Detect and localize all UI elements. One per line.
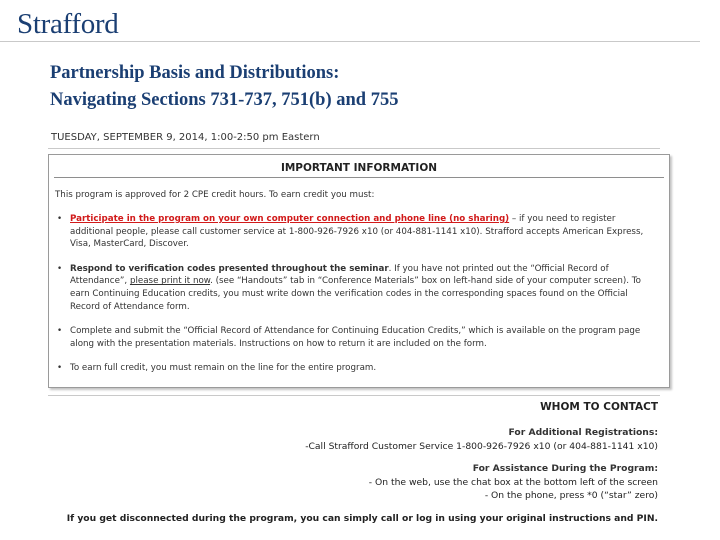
credit-intro-text: This program is approved for 2 CPE credit hours. To earn credit you must:: [55, 190, 375, 200]
page-title: [50, 60, 398, 114]
heading-underline: [54, 177, 664, 178]
event-datetime: TUESDAY, SEPTEMBER 9, 2014, 1:00-2:50 pm Eastern: [51, 132, 320, 143]
important-information-box: [48, 154, 670, 388]
submit-record-text: Complete and submit the “Official Record of Attendance for Continuing Education Credits,” which is available on the program page along with the presentation materials. Instructions on how to return it are included on the form.: [70, 325, 641, 349]
contact-heading: WHOM TO CONTACT: [540, 401, 658, 413]
list-item: [55, 213, 655, 251]
assistance-title: For Assistance During the Program:: [472, 463, 658, 474]
list-item: [55, 325, 655, 350]
assistance-web: - On the web, use the chat box at the bottom left of the screen: [368, 477, 658, 488]
verification-codes-text: Respond to verification codes presented throughout the seminar: [70, 263, 389, 274]
bullet-icon: •: [57, 263, 63, 274]
header-divider: [0, 41, 700, 42]
requirements-list: [55, 213, 655, 386]
registration-text: – if you need to register additional people, please call customer service at 1-800-926-7926 x10 (or 404-881-1141 x10). Strafford accepts American Express, Visa, MasterCard, Discover.: [70, 214, 644, 250]
title-line-2: Navigating Sections 731-737, 751(b) and 755: [50, 90, 399, 110]
important-information-heading: IMPORTANT INFORMATION: [280, 162, 438, 174]
strafford-logo: Strafford: [17, 8, 119, 40]
title-line-1: Partnership Basis and Distributions:: [50, 63, 340, 83]
assistance-phone: - On the phone, press *0 (“star” zero): [484, 490, 658, 501]
disconnect-note: If you get disconnected during the program, you can simply call or log in using your original instructions and PIN.: [66, 513, 658, 524]
contact-divider: [48, 395, 660, 396]
full-credit-text: To earn full credit, you must remain on the line for the entire program.: [70, 362, 377, 373]
datetime-divider: [48, 148, 660, 149]
list-item: [55, 263, 655, 314]
print-it-now-link[interactable]: please print it now: [129, 276, 211, 287]
bullet-icon: •: [57, 214, 63, 224]
no-sharing-warning: Participate in the program on your own computer connection and phone line (no sharing): [70, 214, 510, 224]
attendance-text-2: . (see “Handouts” tab in “Conference Materials” box on left-hand side of your computer screen). To earn Continuing Education credits, you must write down the verification codes in the corresponding spaces found on the Official Record of Attendance form.: [70, 276, 641, 312]
bullet-icon: •: [57, 325, 63, 336]
bullet-icon: •: [57, 362, 63, 373]
list-item: [55, 362, 655, 375]
registrations-title: For Additional Registrations:: [508, 427, 658, 438]
registrations-phone: -Call Strafford Customer Service 1-800-926-7926 x10 (or 404-881-1141 x10): [305, 441, 658, 452]
attendance-text-1: . If you have not printed out the “Official Record of Attendance”,: [70, 263, 609, 287]
